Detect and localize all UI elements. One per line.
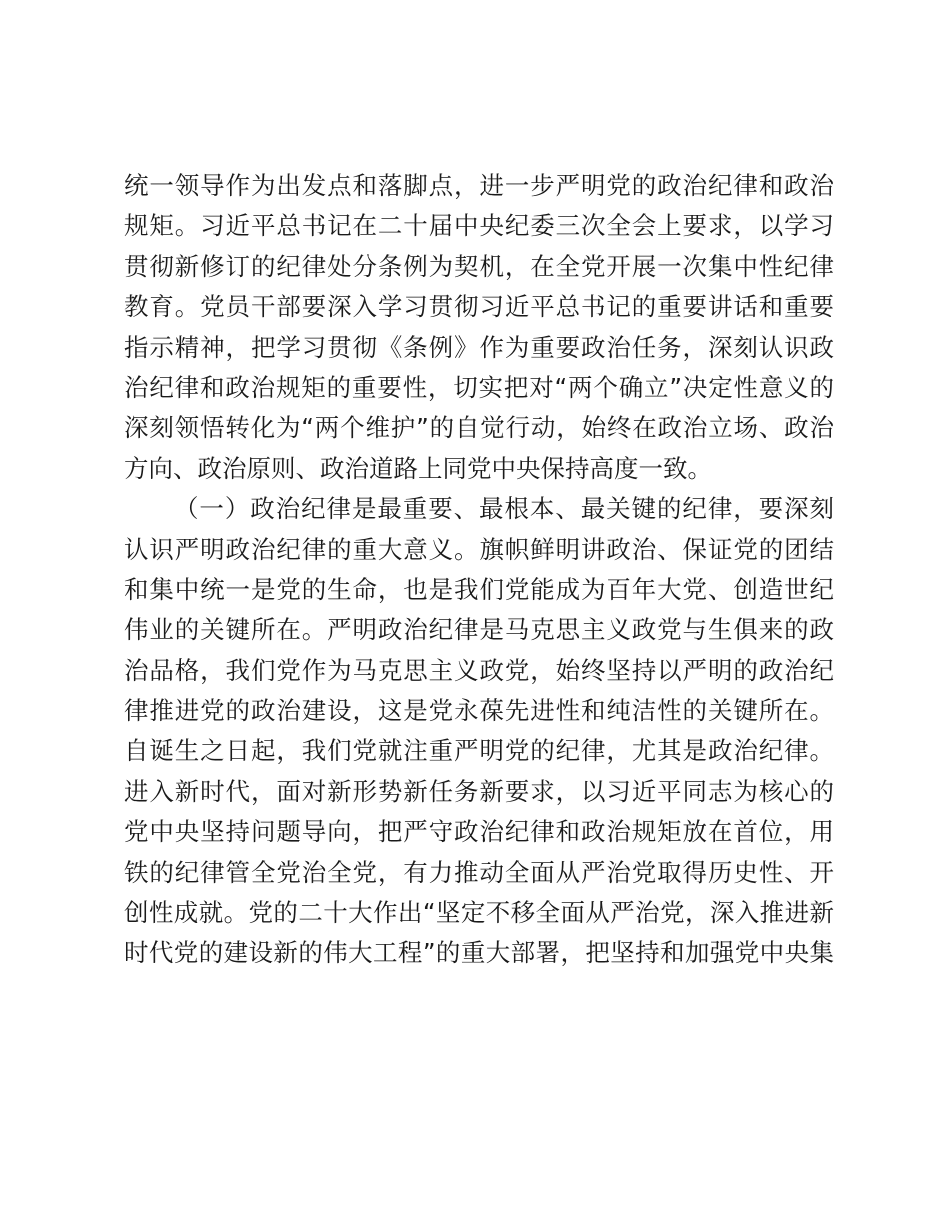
text-line: 贯彻新修订的纪律处分条例为契机，在全党开展一次集中性纪律 xyxy=(124,251,834,281)
text-line: 时代党的建设新的伟大工程”的重大部署，把坚持和加强党中央集 xyxy=(124,938,834,968)
text-line: 规矩。习近平总书记在二十届中央纪委三次全会上要求，以学习 xyxy=(124,211,834,241)
text-line: 自诞生之日起，我们党就注重严明党的纪律，尤其是政治纪律。 xyxy=(124,736,834,766)
text-line: 治纪律和政治规矩的重要性，切实把对“两个确立”决定性意义的 xyxy=(124,372,834,402)
text-line: 律推进党的政治建设，这是党永葆先进性和纯洁性的关键所在。 xyxy=(124,696,834,726)
text-line: 和集中统一是党的生命，也是我们党能成为百年大党、创造世纪 xyxy=(124,574,834,604)
body-text xyxy=(124,166,834,974)
text-line: 深刻领悟转化为“两个维护”的自觉行动，始终在政治立场、政治 xyxy=(124,413,834,443)
text-line: 伟业的关键所在。严明政治纪律是马克思主义政党与生俱来的政 xyxy=(124,615,834,645)
text-line: 方向、政治原则、政治道路上同党中央保持高度一致。 xyxy=(124,453,712,483)
text-line: 进入新时代，面对新形势新任务新要求，以习近平同志为核心的 xyxy=(124,776,834,806)
text-line: 教育。党员干部要深入学习贯彻习近平总书记的重要讲话和重要 xyxy=(124,292,834,322)
text-line: 认识严明政治纪律的重大意义。旗帜鲜明讲政治、保证党的团结 xyxy=(124,534,834,564)
text-line: 铁的纪律管全党治全党，有力推动全面从严治党取得历史性、开 xyxy=(124,857,834,887)
text-line: 党中央坚持问题导向，把严守政治纪律和政治规矩放在首位，用 xyxy=(124,817,834,847)
text-line: 指示精神，把学习贯彻《条例》作为重要政治任务，深刻认识政 xyxy=(124,332,834,362)
paragraph-start-line: （一）政治纪律是最重要、最根本、最关键的纪律，要深刻 xyxy=(174,494,834,524)
text-line: 统一领导作为出发点和落脚点，进一步严明党的政治纪律和政治 xyxy=(124,171,834,200)
text-line: 创性成就。党的二十大作出“坚定不移全面从严治党，深入推进新 xyxy=(124,898,834,928)
text-line: 治品格，我们党作为马克思主义政党，始终坚持以严明的政治纪 xyxy=(124,655,834,685)
